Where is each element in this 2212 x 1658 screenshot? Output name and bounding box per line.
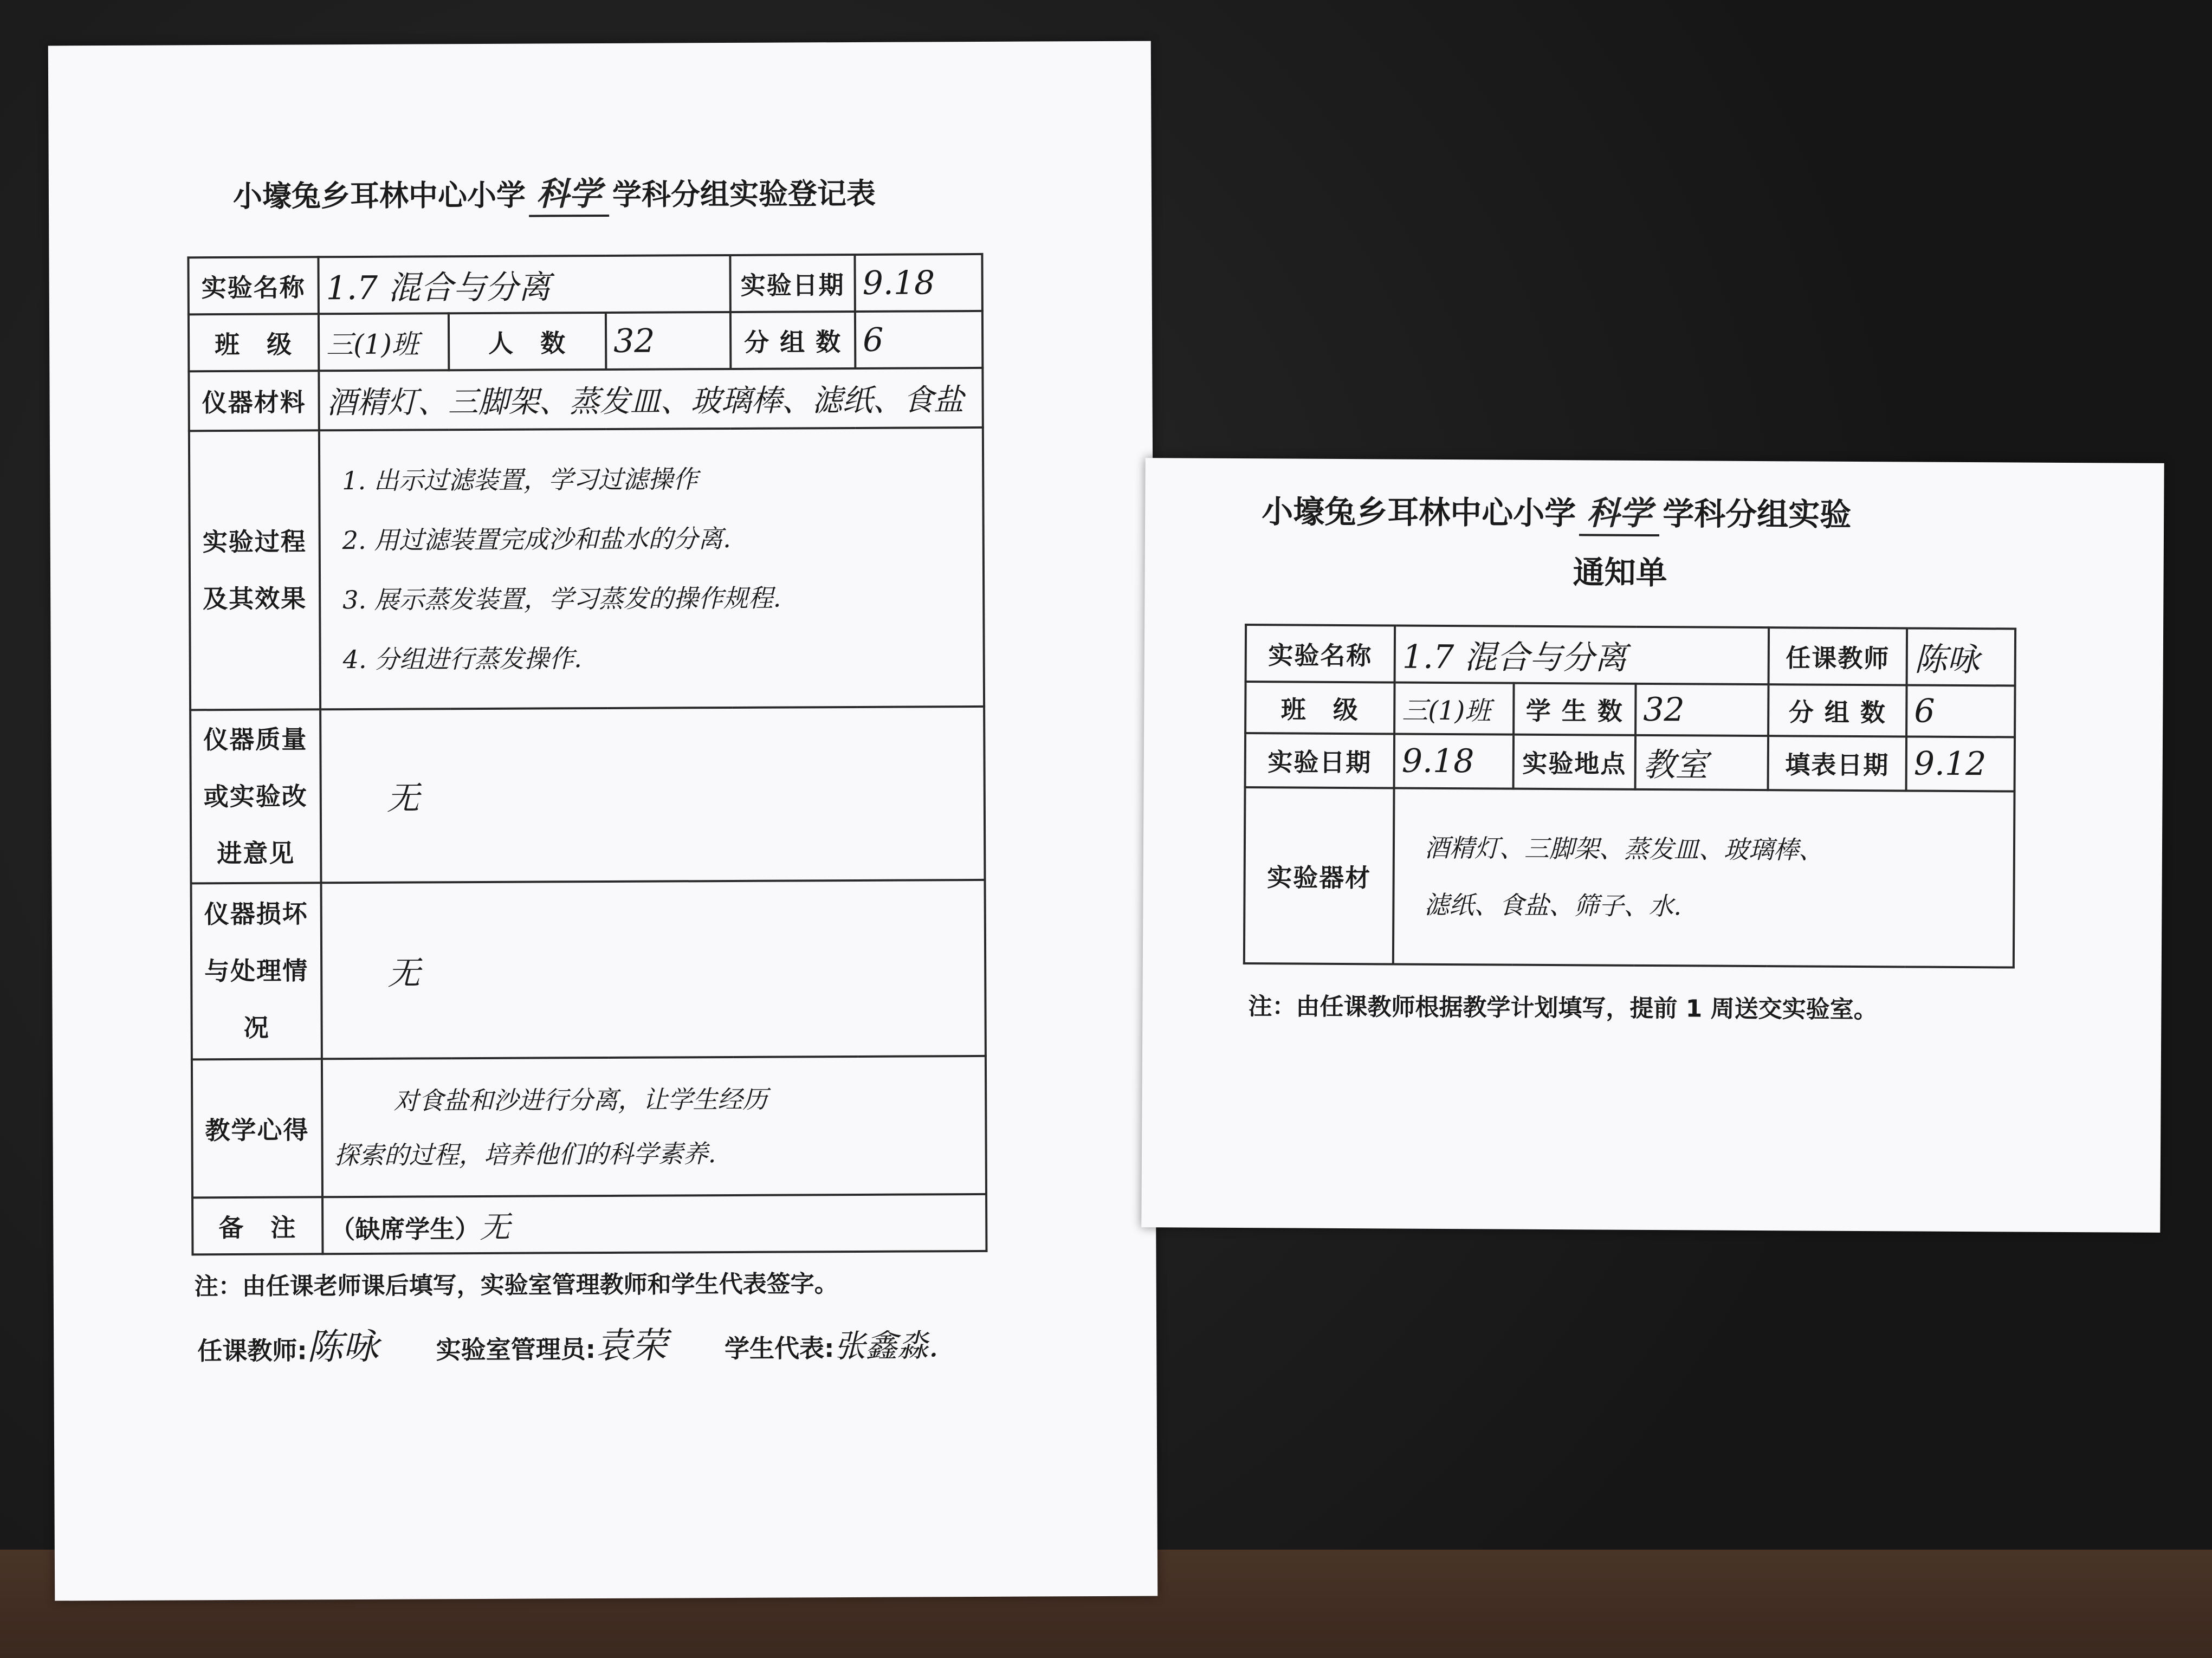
label-location: 实验地点 — [1514, 735, 1636, 789]
value-students: 32 — [1635, 684, 1768, 736]
label-materials: 仪器材料 — [189, 371, 319, 431]
notice-title-line2: 通知单 — [1573, 554, 1667, 592]
lab-admin-label: 实验室管理员: — [436, 1335, 596, 1365]
label-remarks: 备 注 — [192, 1197, 322, 1254]
registration-table — [187, 253, 987, 1255]
label-class: 班 级 — [1245, 682, 1394, 734]
label-groups: 分 组 数 — [1768, 684, 1906, 736]
value-exp-name: 1.7 混合与分离 — [318, 255, 730, 314]
student-label: 学生代表: — [724, 1333, 835, 1364]
label-equipment: 实验器材 — [1244, 787, 1394, 964]
process-step: 2. 用过滤装置完成沙和盐水的分离. — [342, 523, 731, 555]
value-reflection — [322, 1056, 986, 1197]
value-equipment — [1393, 788, 2015, 967]
remarks-printed: （缺席学生） — [330, 1214, 480, 1244]
reflection-line: 探索的过程，培养他们的科学素养. — [334, 1138, 716, 1170]
remarks-value: 无 — [480, 1209, 510, 1245]
label-exp-date: 实验日期 — [730, 255, 855, 312]
teacher-signature: 陈咏 — [307, 1325, 379, 1368]
value-exp-date: 9.18 — [1394, 734, 1514, 789]
value-damage: 无 — [321, 880, 985, 1059]
label-students: 学 生 数 — [1514, 683, 1635, 735]
label-teacher: 任课教师 — [1769, 627, 1907, 685]
title-form-name: 学科分组实验 — [1663, 495, 1852, 533]
value-quality: 无 — [320, 707, 985, 883]
notice-table — [1243, 624, 2016, 968]
label-damage: 仪器损坏与处理情况 — [191, 883, 321, 1059]
value-people: 32 — [606, 312, 730, 370]
label-fill-date: 填表日期 — [1768, 736, 1907, 791]
label-exp-name: 实验名称 — [1246, 625, 1395, 682]
label-exp-date: 实验日期 — [1245, 733, 1395, 788]
signature-row — [197, 1315, 987, 1370]
value-exp-name: 1.7 混合与分离 — [1395, 626, 1769, 685]
notice-title — [1262, 485, 1851, 537]
value-remarks — [322, 1194, 986, 1254]
label-reflection: 教学心得 — [192, 1059, 322, 1197]
equipment-line: 滤纸、食盐、筛子、水. — [1424, 890, 1682, 921]
equipment-line: 酒精灯、三脚架、蒸发皿、玻璃棒、 — [1424, 833, 1824, 865]
value-location: 教室 — [1635, 735, 1769, 790]
student-signature: 张鑫淼. — [834, 1327, 939, 1365]
footnote: 注：由任课教师根据教学计划填写，提前 1 周送交实验室。 — [1248, 993, 1878, 1024]
value-materials: 酒精灯、三脚架、蒸发皿、玻璃棒、滤纸、食盐 — [319, 368, 982, 430]
label-groups: 分 组 数 — [730, 312, 855, 369]
title-subject: 科学 — [1579, 487, 1659, 536]
label-process: 实验过程及其效果 — [189, 430, 320, 710]
value-groups: 6 — [1906, 685, 2015, 737]
process-step: 1. 出示过滤装置，学习过滤操作 — [342, 464, 698, 495]
experiment-notice-form — [1141, 458, 2164, 1233]
title-school: 小壕兔乡耳林中心小学 — [1262, 493, 1576, 532]
value-class: 三(1)班 — [1394, 683, 1514, 735]
value-teacher: 陈咏 — [1907, 628, 2016, 685]
label-people: 人 数 — [449, 313, 606, 370]
process-step: 3. 展示蒸发装置，学习蒸发的操作规程. — [342, 583, 781, 614]
label-quality: 仪器质量或实验改进意见 — [190, 709, 321, 883]
lab-admin-signature: 袁荣 — [595, 1324, 668, 1367]
footnote: 注：由任课老师课后填写，实验室管理教师和学生代表签字。 — [194, 1270, 838, 1301]
process-step: 4. 分组进行蒸发操作. — [342, 643, 582, 674]
value-exp-date: 9.18 — [855, 254, 982, 312]
form-title — [233, 167, 876, 218]
value-class: 三(1)班 — [319, 313, 449, 371]
value-groups: 6 — [855, 311, 982, 368]
title-subject: 科学 — [529, 168, 609, 217]
value-fill-date: 9.12 — [1906, 736, 2015, 791]
title-form-name: 学科分组实验登记表 — [612, 176, 876, 212]
label-class: 班 级 — [189, 314, 319, 371]
title-school: 小壕兔乡耳林中心小学 — [232, 178, 526, 213]
experiment-registration-form — [48, 41, 1158, 1601]
teacher-label: 任课教师: — [197, 1336, 307, 1366]
reflection-line: 对食盐和沙进行分离，让学生经历 — [393, 1084, 768, 1116]
value-process — [319, 428, 984, 709]
label-exp-name: 实验名称 — [188, 257, 318, 314]
